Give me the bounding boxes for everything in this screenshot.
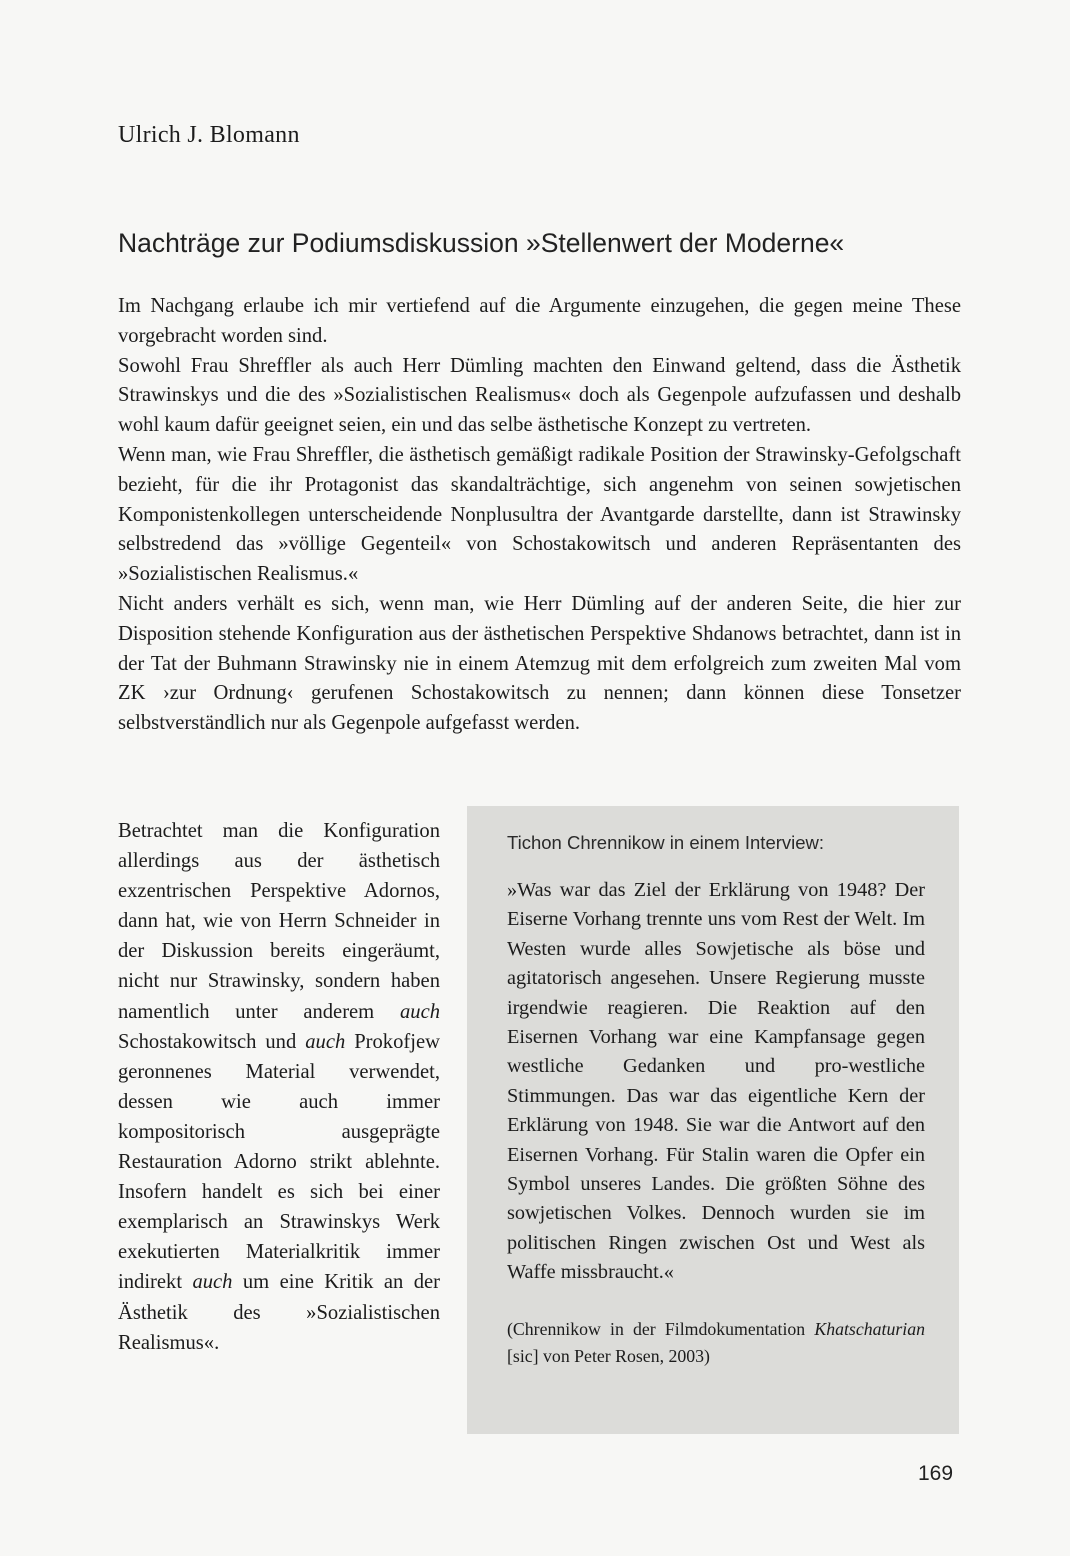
source-prefix: (Chrennikow in der Filmdokumentation	[507, 1318, 815, 1339]
interview-box-title: Tichon Chrennikow in einem Interview:	[507, 832, 825, 853]
emphasis: auch	[399, 1000, 440, 1023]
paragraph-3: Wenn man, wie Frau Shreffler, die ästhetisch gemäßigt radikale Position der Strawinsky-Gefolgschaft bezieht, für die ihr Protagonist das skandalträchtige, sich angenehm von seinen sowjetischen Komponistenkollegen unterscheidende Nonplusultra der Avantgarde darstellte, dann ist Strawinsky selbstredend das »völlige Gegenteil« von Schostakowitsch und anderen Repräsentanten des »Sozialistischen Realismus.«	[118, 443, 961, 586]
emphasis: auch	[192, 1271, 233, 1294]
paragraph-5	[118, 816, 440, 1358]
left-column-text	[118, 816, 440, 1358]
text-segment: Schostakowitsch und	[118, 1030, 306, 1053]
author-name: Ulrich J. Blomann	[118, 122, 300, 148]
article-title: Nachträge zur Podiumsdiskussion »Stellenwert der Moderne«	[118, 228, 845, 258]
emphasis: auch	[305, 1030, 346, 1053]
interview-box	[467, 806, 959, 1434]
interview-quote: »Was war das Ziel der Erklärung von 1948? Der Eiserne Vorhang trennte uns vom Rest der Welt. Im Westen wurde alles Sowjetische als böse und agitatorisch angesehen. Unsere Regierung musste irgendwie reagieren. Die Reaktion auf den Eisernen Vorhang war eine Kampfansage gegen westliche Gedanken und pro-westliche Stimmungen. Das war das eigentliche Kern der Erklärung von 1948. Sie war die Antwort auf den Eisernen Vorhang. Für Stalin waren die Opfer ein Symbol unseres Landes. Die größten Söhne des sowjetischen Volkes. Dennoch wurden sie im politischen Ringen zwischen Ost und West als Waffe missbraucht.«	[507, 879, 925, 1284]
page-number: 169	[918, 1462, 954, 1485]
text-segment: um eine Kritik an der Ästhetik des »Sozialistischen Realismus«.	[118, 1271, 440, 1354]
source-film-title: Khatschaturian	[814, 1318, 925, 1339]
main-text	[118, 292, 961, 739]
text-segment: Betrachtet man die Konfiguration allerdings aus der ästhetisch exzentrischen Perspektive Adornos, dann hat, wie von Herrn Schneider in der Diskussion bereits eingeräumt, nicht nur Strawinsky, sondern haben namentlich unter anderem	[118, 820, 440, 1023]
source-suffix: [sic] von Peter Rosen, 2003)	[507, 1346, 710, 1367]
text-segment: Prokofjew geronnenes Material verwendet, dessen wie auch immer kompositorisch ausgeprägte Restauration Adorno strikt ablehnte. Insofern handelt es sich bei einer exemplarisch an Strawinskys Werk exekutierten Materialkritik immer indirekt	[118, 1030, 440, 1294]
paragraph-1: Im Nachgang erlaube ich mir vertiefend auf die Argumente einzugehen, die gegen meine These vorgebracht worden sind.	[118, 295, 961, 347]
paragraph-4: Nicht anders verhält es sich, wenn man, wie Herr Dümling auf der anderen Seite, die hier zur Disposition stehende Konfiguration aus der ästhetischen Perspektive Shdanows betrachtet, dann ist in der Tat der Buhmann Strawinsky nie in einem Atemzug mit dem erfolgreich zum zweiten Mal vom ZK ›zur Ordnung‹ gerufenen Schostakowitsch zu nennen; dann können diese Tonsetzer selbstverständlich nur als Gegenpole aufgefasst werden.	[118, 592, 961, 735]
paragraph-2: Sowohl Frau Shreffler als auch Herr Dümling machten den Einwand geltend, dass die Ästhetik Strawinskys und die des »Sozialistischen Realismus« doch als Gegenpole aufzufassen und deshalb wohl kaum dafür geeignet seien, ein und das selbe ästhetische Konzept zu vertreten.	[118, 354, 961, 437]
quote-source	[507, 1316, 925, 1371]
